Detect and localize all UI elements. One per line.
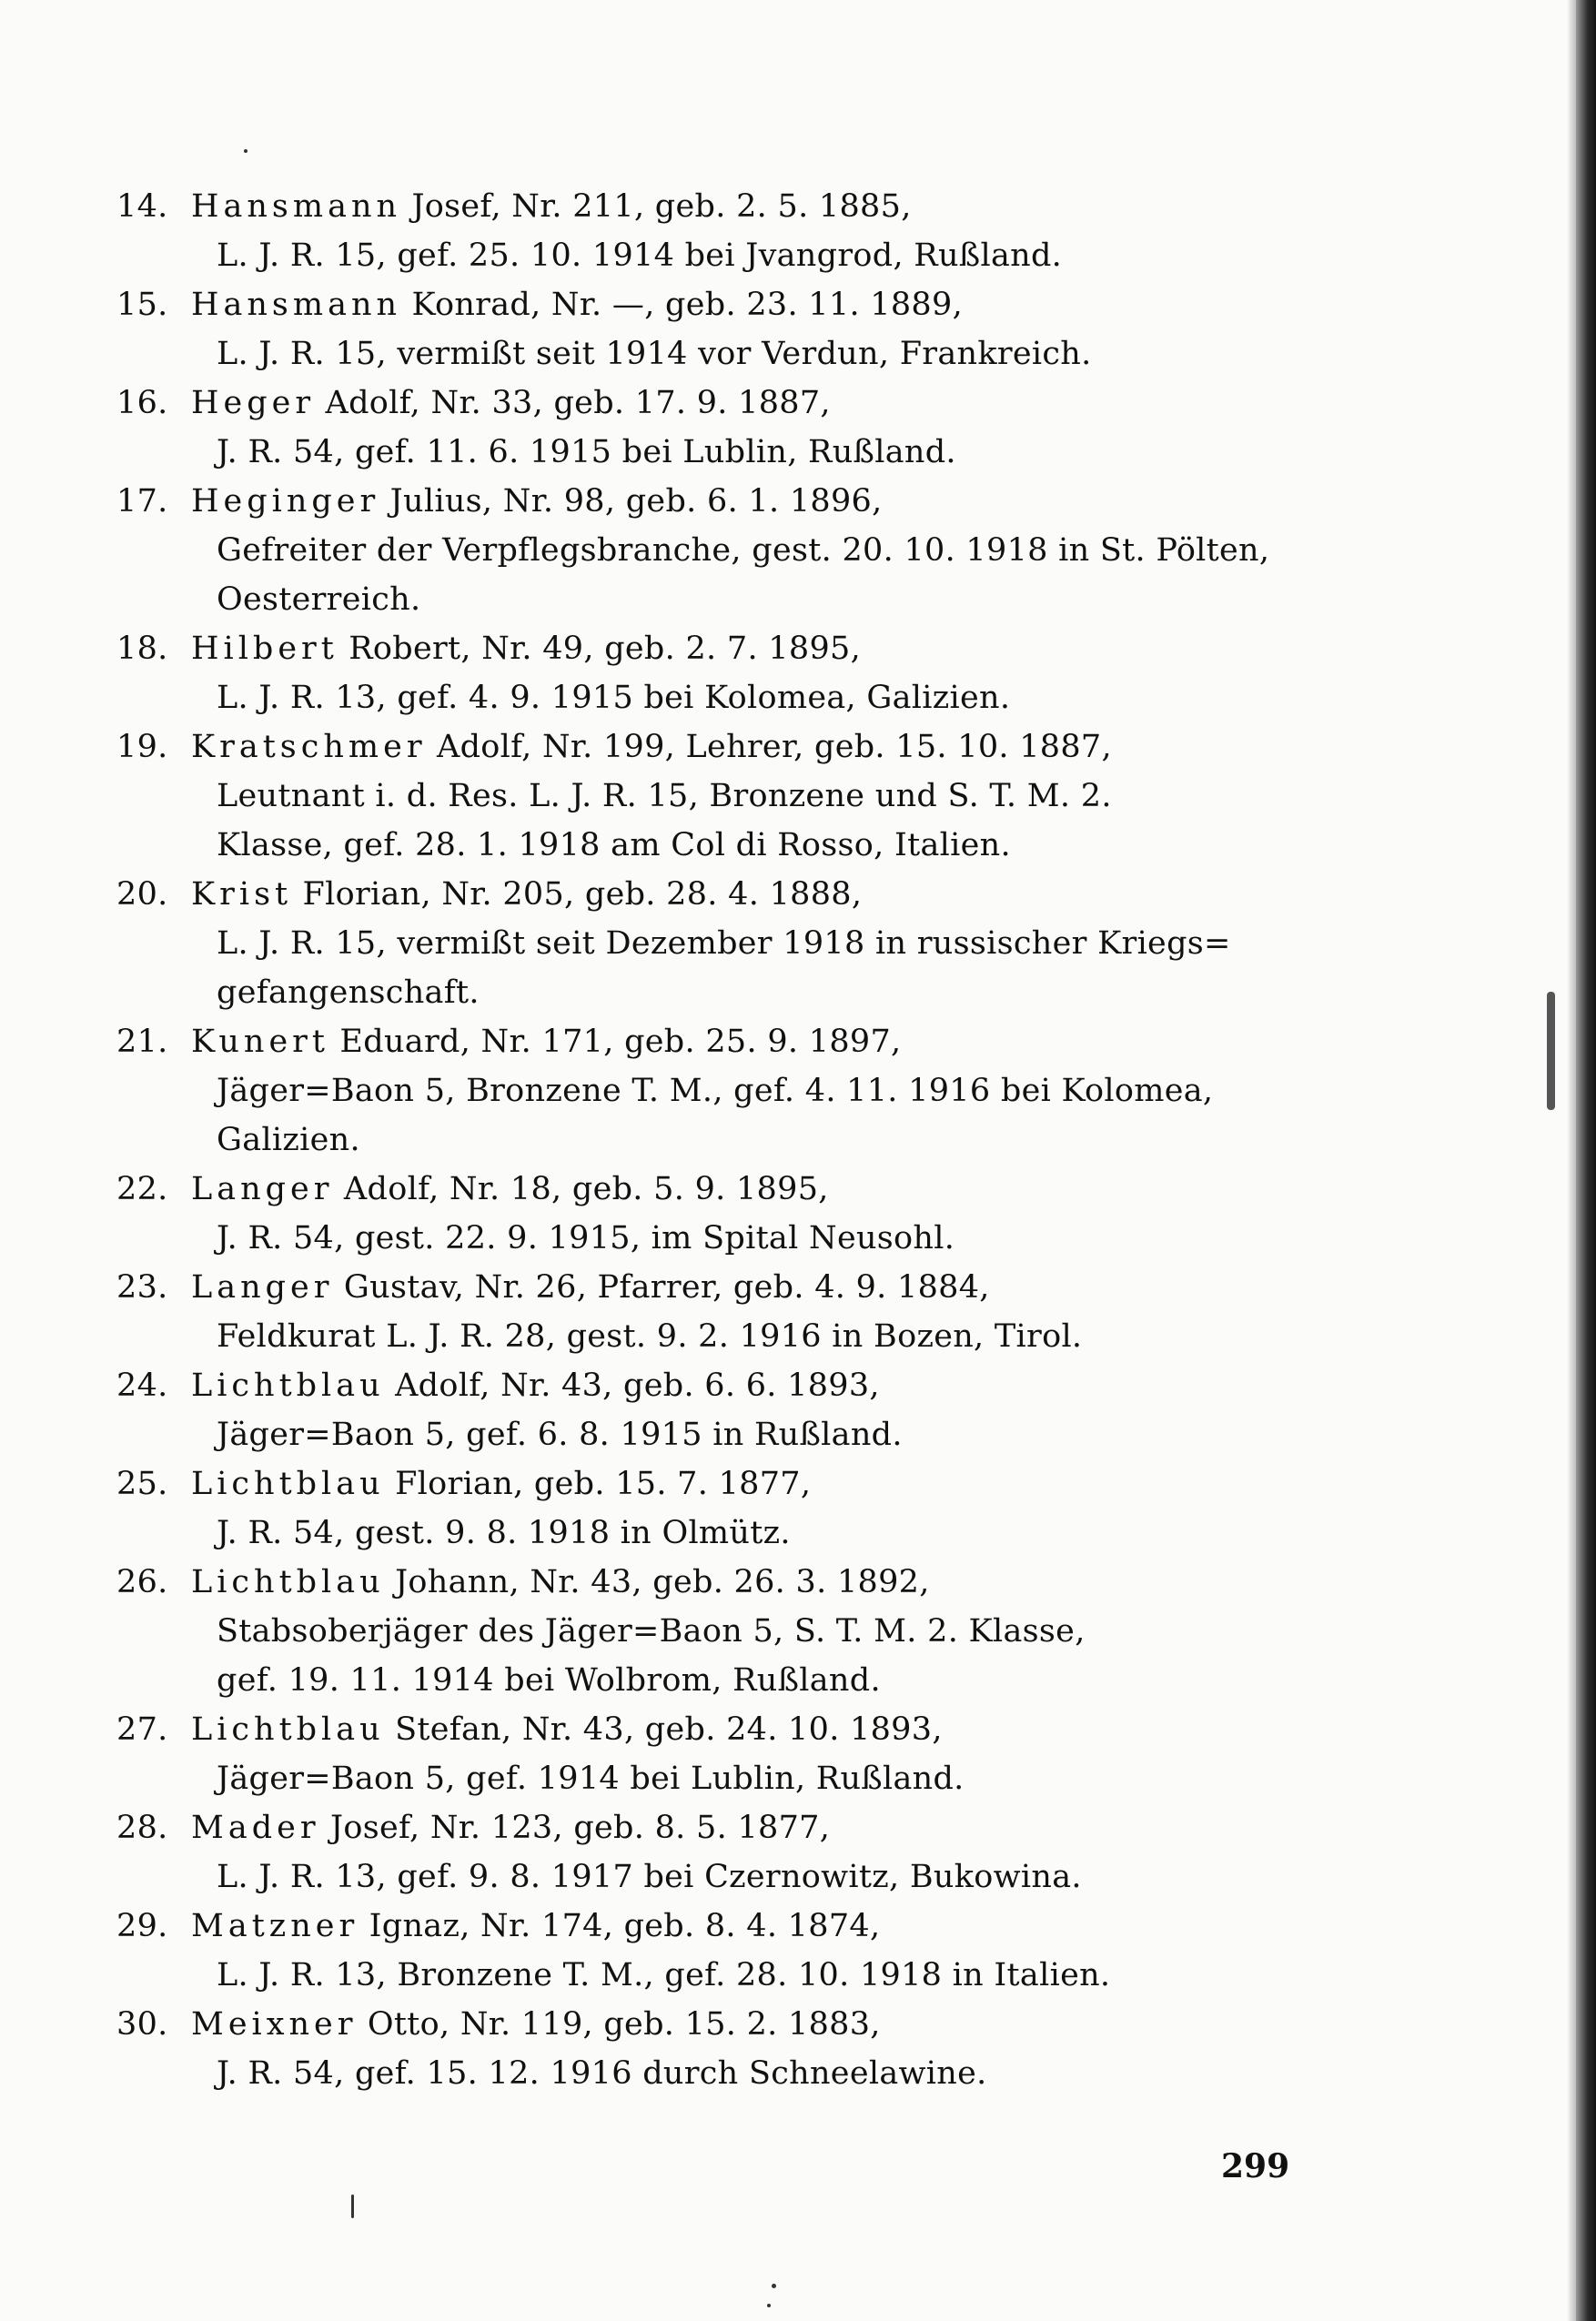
entry-continuation-line: L. J. R. 15, gef. 25. 10. 1914 bei Jvangrod, Rußland.	[217, 237, 1063, 274]
entry-first-line	[116, 477, 1299, 526]
entry-number: 23.	[116, 1269, 168, 1306]
entry-first-line	[116, 1361, 1299, 1410]
list-entry	[116, 182, 1299, 280]
entry-first-line	[116, 870, 1299, 919]
entry-continuation-line: Stabsoberjäger des Jäger=Baon 5, S. T. M. 2. Klasse,	[217, 1613, 1086, 1650]
scan-speck	[772, 2284, 776, 2288]
list-entry	[116, 280, 1299, 378]
entry-surname: Hansmann	[191, 287, 402, 323]
entry-surname: Langer	[191, 1171, 334, 1207]
entry-continuation-line: L. J. R. 13, gef. 9. 8. 1917 bei Czernowitz, Bukowina.	[217, 1859, 1082, 1895]
list-entry	[116, 378, 1299, 477]
entry-number: 29.	[116, 1908, 168, 1944]
entry-first-line	[116, 2000, 1299, 2049]
entry-continuation-line: J. R. 54, gest. 22. 9. 1915, im Spital Neusohl.	[217, 1220, 955, 1256]
entry-details: Adolf, Nr. 18, geb. 5. 9. 1895,	[333, 1171, 829, 1207]
page-edge-shadow	[1576, 0, 1596, 2321]
entry-number: 18.	[116, 631, 168, 667]
entry-continuation-line: Galizien.	[217, 1122, 360, 1158]
entry-continuation-line: Gefreiter der Verpflegsbranche, gest. 20. 10. 1918 in St. Pölten,	[217, 532, 1270, 569]
entry-surname: Hansmann	[191, 188, 402, 225]
entry-details: Otto, Nr. 119, geb. 15. 2. 1883,	[357, 2006, 881, 2043]
list-entry	[116, 1705, 1299, 1803]
list-entry	[116, 1902, 1299, 2000]
list-entry	[116, 1803, 1299, 1902]
entry-first-line	[116, 280, 1299, 329]
entry-first-line	[116, 1459, 1299, 1509]
entry-number: 28.	[116, 1810, 168, 1846]
entry-number: 19.	[116, 729, 168, 765]
list-entry	[116, 477, 1299, 624]
entry-continuation-line: J. R. 54, gef. 15. 12. 1916 durch Schneelawine.	[217, 2055, 987, 2092]
list-entry	[116, 1165, 1299, 1263]
entry-surname: Kunert	[191, 1024, 329, 1060]
entry-surname: Lichtblau	[191, 1564, 385, 1600]
list-entry	[116, 870, 1299, 1017]
list-entry	[116, 1263, 1299, 1361]
entry-details: Florian, geb. 15. 7. 1877,	[384, 1466, 812, 1502]
entry-continuation-line: L. J. R. 15, vermißt seit Dezember 1918 in russischer Kriegs=	[217, 925, 1231, 962]
entry-continuation-line: L. J. R. 13, Bronzene T. M., gef. 28. 10. 1918 in Italien.	[217, 1957, 1111, 1993]
entry-details: Robert, Nr. 49, geb. 2. 7. 1895,	[338, 631, 862, 667]
entry-details: Eduard, Nr. 171, geb. 25. 9. 1897,	[328, 1024, 902, 1060]
entry-details: Adolf, Nr. 199, Lehrer, geb. 15. 10. 1887,	[426, 729, 1112, 765]
entry-continuation-line: Jäger=Baon 5, Bronzene T. M., gef. 4. 11. 1916 bei Kolomea,	[217, 1073, 1214, 1109]
entry-number: 16.	[116, 385, 168, 421]
list-entry	[116, 1558, 1299, 1705]
list-entry	[116, 624, 1299, 722]
entry-first-line	[116, 1263, 1299, 1312]
list-entry	[116, 1017, 1299, 1165]
entry-continuation-line: J. R. 54, gef. 11. 6. 1915 bei Lublin, Rußland.	[217, 434, 956, 470]
entry-first-line	[116, 1705, 1299, 1754]
scan-speck	[1547, 992, 1555, 1110]
entry-number: 14.	[116, 188, 168, 225]
entry-continuation-line: L. J. R. 15, vermißt seit 1914 vor Verdun, Frankreich.	[217, 336, 1092, 372]
entry-details: Josef, Nr. 123, geb. 8. 5. 1877,	[319, 1810, 831, 1846]
entry-continuation-line: Jäger=Baon 5, gef. 1914 bei Lublin, Rußland.	[217, 1761, 965, 1797]
entry-number: 30.	[116, 2006, 168, 2043]
entry-number: 17.	[116, 483, 168, 520]
entry-number: 15.	[116, 287, 168, 323]
entry-surname: Mader	[191, 1810, 320, 1846]
entry-details: Johann, Nr. 43, geb. 26. 3. 1892,	[384, 1564, 930, 1600]
entry-first-line	[116, 722, 1299, 772]
entry-number: 27.	[116, 1711, 168, 1748]
entry-number: 25.	[116, 1466, 168, 1502]
entry-details: Konrad, Nr. —, geb. 23. 11. 1889,	[401, 287, 963, 323]
entry-details: Adolf, Nr. 33, geb. 17. 9. 1887,	[315, 385, 831, 421]
entry-surname: Lichtblau	[191, 1367, 385, 1404]
list-entry	[116, 2000, 1299, 2098]
entry-surname: Lichtblau	[191, 1466, 385, 1502]
entry-first-line	[116, 182, 1299, 231]
entry-number: 22.	[116, 1171, 168, 1207]
entry-details: Gustav, Nr. 26, Pfarrer, geb. 4. 9. 1884,	[333, 1269, 990, 1306]
entry-details: Julius, Nr. 98, geb. 6. 1. 1896,	[379, 483, 883, 520]
entry-number: 21.	[116, 1024, 168, 1060]
entry-continuation-line: Feldkurat L. J. R. 28, gest. 9. 2. 1916 in Bozen, Tirol.	[217, 1318, 1083, 1355]
entry-surname: Matzner	[191, 1908, 359, 1944]
entry-surname: Langer	[191, 1269, 334, 1306]
entry-continuation-line: L. J. R. 13, gef. 4. 9. 1915 bei Kolomea, Galizien.	[217, 680, 1011, 716]
entry-details: Josef, Nr. 211, geb. 2. 5. 1885,	[401, 188, 912, 225]
list-entry	[116, 1361, 1299, 1459]
list-entry	[116, 1459, 1299, 1558]
entry-details: Adolf, Nr. 43, geb. 6. 6. 1893,	[384, 1367, 880, 1404]
entry-first-line	[116, 1017, 1299, 1066]
entry-surname: Heginger	[191, 483, 380, 520]
entry-continuation-line: gefangenschaft.	[217, 974, 480, 1011]
entry-surname: Krist	[191, 876, 293, 913]
entry-surname: Heger	[191, 385, 316, 421]
casualty-list	[116, 182, 1299, 2098]
entry-number: 24.	[116, 1367, 168, 1404]
entry-surname: Hilbert	[191, 631, 338, 667]
entry-details: Stefan, Nr. 43, geb. 24. 10. 1893,	[384, 1711, 943, 1748]
entry-continuation-line: Leutnant i. d. Res. L. J. R. 15, Bronzene und S. T. M. 2.	[217, 778, 1112, 814]
scan-speck	[351, 2195, 354, 2218]
entry-first-line	[116, 1803, 1299, 1852]
entry-surname: Kratschmer	[191, 729, 427, 765]
entry-first-line	[116, 378, 1299, 428]
entry-number: 26.	[116, 1564, 168, 1600]
scan-speck	[767, 2304, 771, 2307]
entry-continuation-line: Jäger=Baon 5, gef. 6. 8. 1915 in Rußland.	[217, 1417, 903, 1453]
entry-details: Florian, Nr. 205, geb. 28. 4. 1888,	[292, 876, 863, 913]
entry-continuation-line: J. R. 54, gest. 9. 8. 1918 in Olmütz.	[217, 1515, 791, 1551]
entry-first-line	[116, 1902, 1299, 1951]
entry-surname: Lichtblau	[191, 1711, 385, 1748]
entry-continuation-line: Klasse, gef. 28. 1. 1918 am Col di Rosso, Italien.	[217, 827, 1011, 863]
page-number: 299	[1221, 2147, 1290, 2185]
entry-number: 20.	[116, 876, 168, 913]
entry-continuation-line: Oesterreich.	[217, 581, 421, 618]
entry-first-line	[116, 1558, 1299, 1607]
scan-speck	[244, 149, 247, 153]
entry-first-line	[116, 624, 1299, 673]
entry-details: Ignaz, Nr. 174, geb. 8. 4. 1874,	[359, 1908, 881, 1944]
entry-surname: Meixner	[191, 2006, 358, 2043]
entry-continuation-line: gef. 19. 11. 1914 bei Wolbrom, Rußland.	[217, 1662, 881, 1699]
page-edge-gradient	[1567, 0, 1576, 2321]
list-entry	[116, 722, 1299, 870]
entry-first-line	[116, 1165, 1299, 1214]
